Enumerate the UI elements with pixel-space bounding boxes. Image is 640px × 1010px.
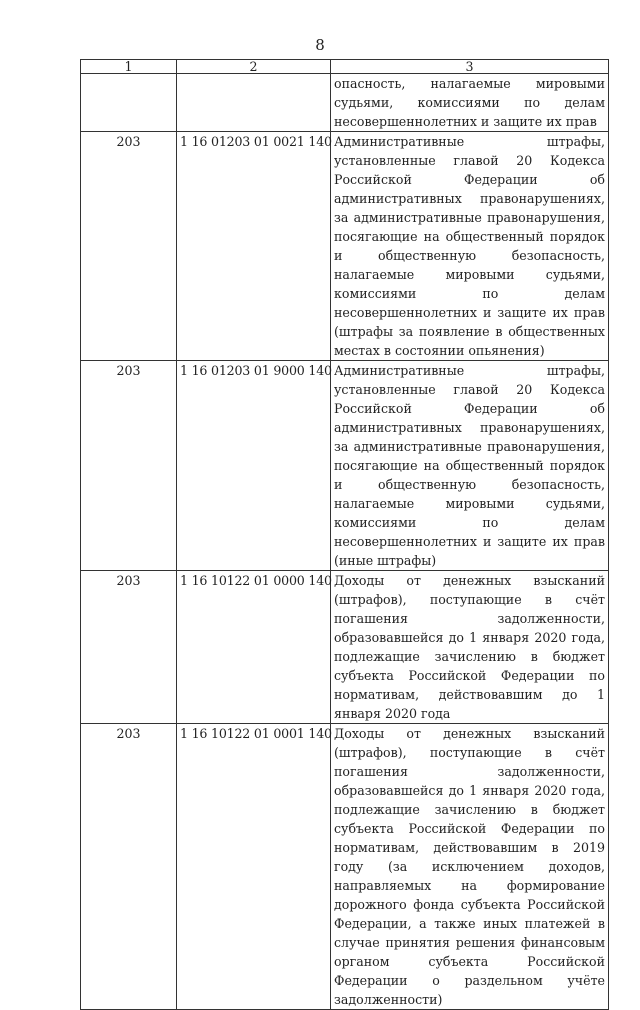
revenue-description-cell: Административные штрафы, установленные главой 20 Кодекса Российской Федерации об административных правонарушениях, за административные правонарушения, посягающие на общественный порядок и общественную безопасность, налагаемые мировыми судьями, комиссиями по делам несовершеннолетних и защите их прав (иные штрафы) — [331, 361, 609, 571]
column-header-3: 3 — [331, 60, 609, 74]
budget-class-code-cell: 1 16 10122 01 0001 140 — [177, 724, 331, 1010]
table-row — [81, 361, 609, 571]
table-row — [81, 132, 609, 361]
admin-code-cell — [81, 74, 177, 132]
budget-class-code-cell: 1 16 01203 01 0021 140 — [177, 132, 331, 361]
table-row — [81, 724, 609, 1010]
page-number: 8 — [315, 36, 325, 54]
admin-code-cell: 203 — [81, 724, 177, 1010]
revenue-description-cell: Доходы от денежных взысканий (штрафов), поступающие в счёт погашения задолженности, образовавшейся до 1 января 2020 года, подлежащие зачислению в бюджет субъекта Российской Федерации по нормативам, действовавшим до 1 января 2020 года — [331, 571, 609, 724]
admin-code-cell: 203 — [81, 132, 177, 361]
admin-code-cell: 203 — [81, 361, 177, 571]
table-row — [81, 74, 609, 132]
revenue-description-cell: опасность, налагаемые мировыми судьями, комиссиями по делам несовершеннолетних и защите их прав — [331, 74, 609, 132]
table-header-row — [81, 60, 609, 74]
revenue-description-cell: Доходы от денежных взысканий (штрафов), поступающие в счёт погашения задолженности, образовавшейся до 1 января 2020 года, подлежащие зачислению в бюджет субъекта Российской Федерации по нормативам, действовавшим в 2019 году (за исключением доходов, направляемых на формирование дорожного фонда субъекта Российской Федерации, а также иных платежей в случае принятия решения финансовым органом субъекта Российской Федерации о раздельном учёте задолженности) — [331, 724, 609, 1010]
table-row — [81, 571, 609, 724]
column-header-2: 2 — [177, 60, 331, 74]
budget-class-code-cell: 1 16 01203 01 9000 140 — [177, 361, 331, 571]
column-header-1: 1 — [81, 60, 177, 74]
budget-codes-table — [80, 59, 609, 1010]
budget-class-code-cell — [177, 74, 331, 132]
revenue-description-cell: Административные штрафы, установленные главой 20 Кодекса Российской Федерации об административных правонарушениях, за административные правонарушения, посягающие на общественный порядок и общественную безопасность, налагаемые мировыми судьями, комиссиями по делам несовершеннолетних и защите их прав (штрафы за появление в общественных местах в состоянии опьянения) — [331, 132, 609, 361]
admin-code-cell: 203 — [81, 571, 177, 724]
budget-class-code-cell: 1 16 10122 01 0000 140 — [177, 571, 331, 724]
